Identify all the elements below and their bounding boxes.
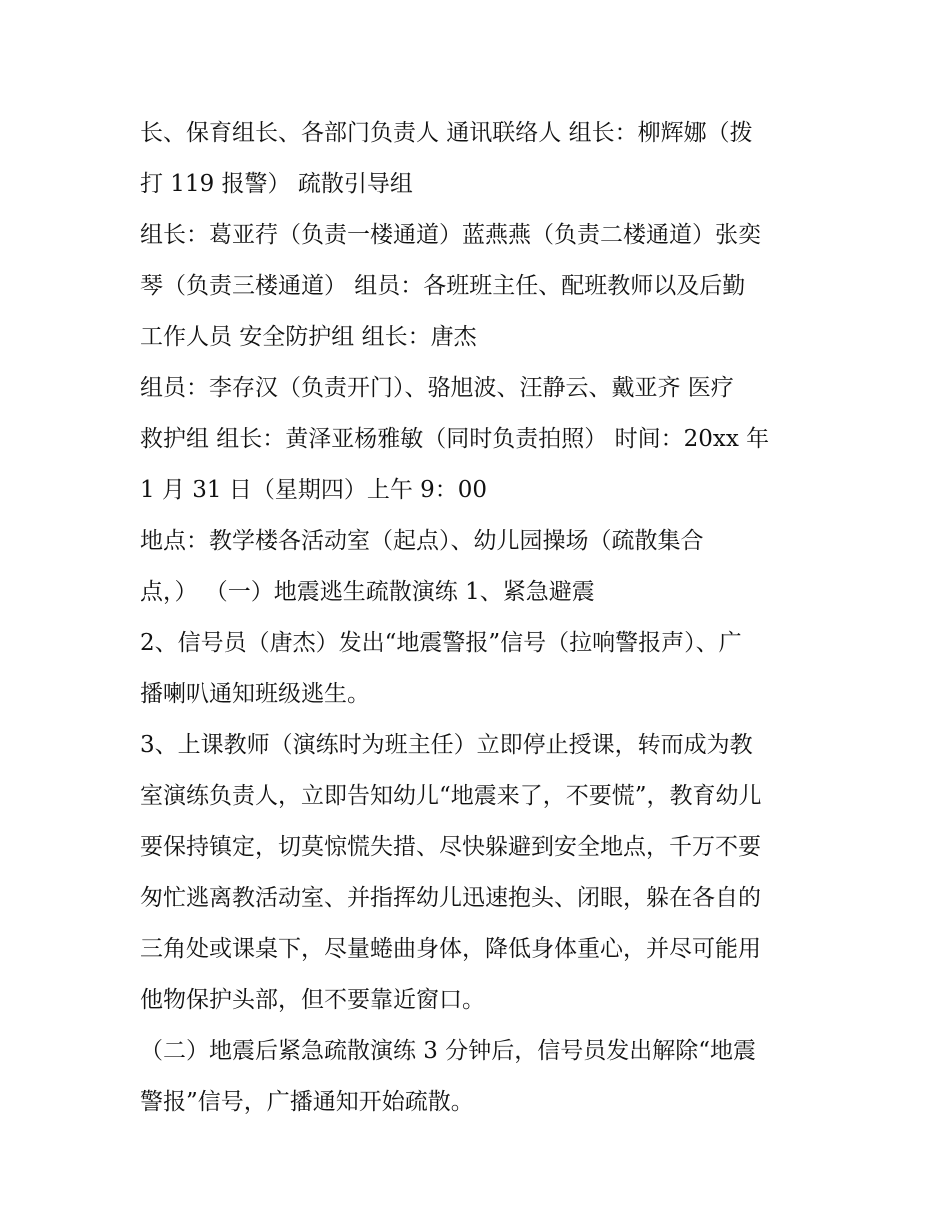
text-line: 组长：葛亚荇（负责一楼通道）蓝燕燕（负责二楼通道）张奕 [140, 222, 761, 248]
text-line: 要保持镇定，切莫惊慌失措、尽快躲避到安全地点，千万不要 [140, 834, 761, 860]
text-line: 匆忙逃离教活动室、并指挥幼儿迅速抱头、闭眼，躲在各自的 [140, 885, 761, 911]
text-line: 播喇叭通知班级逃生。 [140, 681, 370, 707]
text-line: 三角处或课桌下，尽量蜷曲身体，降低身体重心，并尽可能用 [140, 936, 761, 962]
text-line: 2、信号员（唐杰）发出“地震警报”信号（拉响警报声）、广 [140, 630, 742, 656]
text-line: 3、上课教师（演练时为班主任）立即停止授课，转而成为教 [140, 732, 753, 758]
text-line: 救护组 组长：黄泽亚杨雅敏（同时负责拍照） 时间：20xx 年 [140, 426, 770, 452]
text-line: 警报”信号，广播通知开始疏散。 [140, 1089, 474, 1115]
text-line: 地点：教学楼各活动室（起点）、幼儿园操场（疏散集合 [140, 528, 704, 554]
text-line: 工作人员 安全防护组 组长：唐杰 [140, 324, 477, 350]
text-line: 室演练负责人，立即告知幼儿“地震来了，不要慌”，教育幼儿 [140, 783, 762, 809]
text-line: 打 119 报警） 疏散引导组 [140, 171, 413, 197]
text-line: 1 月 31 日（星期四）上午 9：00 [140, 477, 488, 503]
text-line: 他物保护头部，但不要靠近窗口。 [140, 987, 485, 1013]
text-line: 琴（负责三楼通道） 组员：各班班主任、配班教师以及后勤 [140, 273, 746, 299]
document-body [140, 108, 820, 1128]
text-line: （二）地震后紧急疏散演练 3 分钟后，信号员发出解除“地震 [140, 1038, 757, 1064]
text-line: 长、保育组长、各部门负责人 通讯联络人 组长：柳辉娜（拨 [140, 120, 753, 146]
text-line: 组员：李存汉（负责开门）、骆旭波、汪静云、戴亚齐 医疗 [140, 375, 734, 401]
text-line: 点，） （一）地震逃生疏散演练 1、紧急避震 [140, 579, 595, 605]
